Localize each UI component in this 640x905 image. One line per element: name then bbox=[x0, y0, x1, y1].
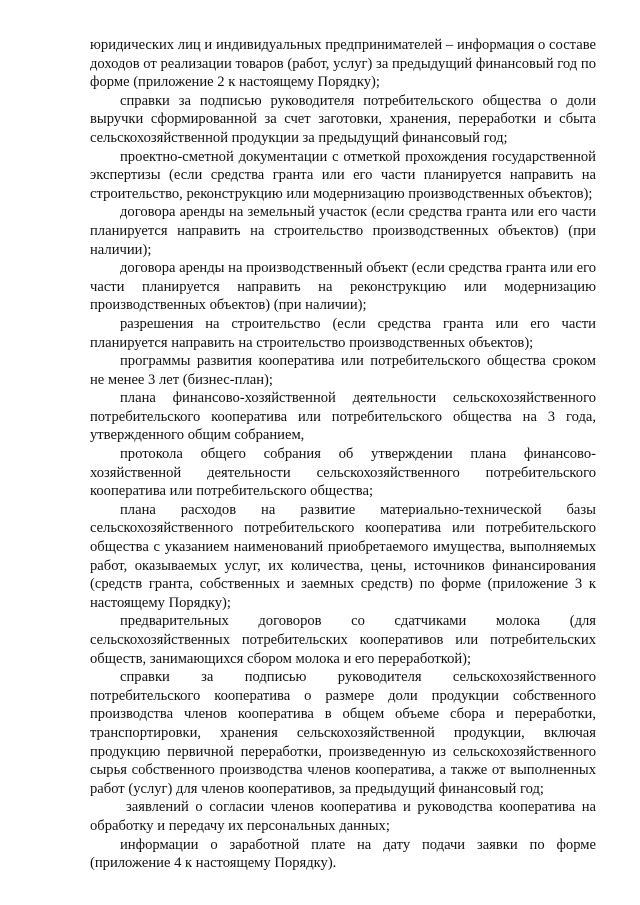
paragraph-personal-data-consent: заявлений о согласии членов кооператива и руководства кооператива на обработку и передачу их персональных данных; bbox=[90, 799, 596, 834]
paragraph-financial-plan: плана финансово-хозяйственной деятельности сельскохозяйственного потребительского кооператива или потребительского общества на 3 года, утвержденного общим собранием, bbox=[90, 390, 596, 444]
paragraph-income-info: юридических лиц и индивидуальных предпринимателей – информация о составе доходов от реализации товаров (работ, услуг) за предыдущий финансовый год по форме (приложение 2 к настоящему Порядку); bbox=[90, 37, 596, 91]
paragraph-production-share-certificate: справки за подписью руководителя сельскохозяйственного потребительского кооператива о размере доли продукции собственного производства членов кооператива в общем объеме сбора и переработки, транспортировки, хранения сельскохозяйственной продукции, включая продукцию первичной переработки, произведенную из сельскохозяйственного сырья собственного производства членов кооператива, а также от выполненных работ (услуг) для членов кооперативов, за предыдущий финансовый год; bbox=[90, 669, 596, 797]
paragraph-salary-info: информации о заработной плате на дату подачи заявки по форме (приложение 4 к настоящему Порядку). bbox=[90, 836, 596, 872]
paragraph-expense-plan: плана расходов на развитие материально-технической базы сельскохозяйственного потребительского кооператива или потребительского общества с указанием наименований приобретаемого имущества, выполняемых работ, оказываемых услуг, их количества, цены, источников финансирования (средств гранта, собственных и заемных средств) по форме (приложение 3 к настоящему Порядку); bbox=[90, 501, 596, 611]
paragraph-facility-lease: договора аренды на производственный объект (если средства гранта или его части планируется направить на реконструкцию или модернизацию производственных объектов) (при наличии); bbox=[90, 260, 596, 314]
paragraph-milk-contracts: предварительных договоров со сдатчиками молока (для сельскохозяйственных потребительских кооперативов или потребительских обществ, занимающихся сбором молока и его переработкой); bbox=[90, 613, 596, 667]
paragraph-land-lease: договора аренды на земельный участок (если средства гранта или его части планируется направить на строительство производственных объектов) (при наличии); bbox=[90, 204, 596, 258]
document-body bbox=[90, 36, 596, 873]
paragraph-meeting-protocol: протокола общего собрания об утверждении плана финансово-хозяйственной деятельности сельскохозяйственного потребительского кооператива или потребительского общества; bbox=[90, 446, 596, 500]
paragraph-design-estimate-docs: проектно-сметной документации с отметкой прохождения государственной экспертизы (если средства гранта или его части планируется направить на строительство, реконструкцию или модернизацию производственных объектов); bbox=[90, 148, 596, 202]
paragraph-building-permit: разрешения на строительство (если средства гранта или его части планируется направить на строительство производственных объектов); bbox=[90, 315, 596, 351]
paragraph-development-program: программы развития кооператива или потребительского общества сроком не менее 3 лет (бизнес-план); bbox=[90, 353, 596, 388]
paragraph-revenue-share-certificate: справки за подписью руководителя потребительского общества о доли выручки сформированной за счет заготовки, хранения, переработки и сбыта сельскохозяйственной продукции за предыдущий финансовый год; bbox=[90, 92, 596, 146]
